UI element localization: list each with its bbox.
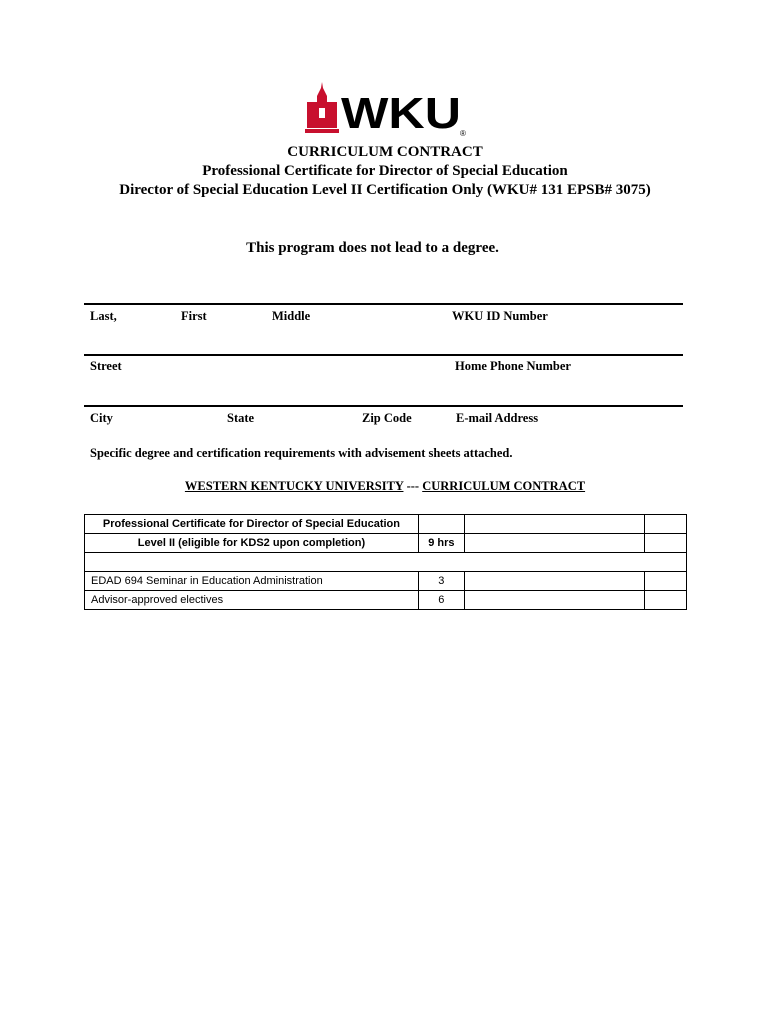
table-row — [85, 572, 687, 591]
contract-title — [0, 479, 770, 494]
course-name: Advisor-approved electives — [85, 591, 419, 610]
field-last-name[interactable]: Last, — [90, 309, 117, 323]
form-rule-3 — [84, 405, 683, 407]
table-row — [85, 591, 687, 610]
course-name: EDAD 694 Seminar in Education Administration — [85, 572, 419, 591]
curriculum-table — [84, 514, 687, 610]
course-hours: 6 — [418, 591, 464, 610]
form-rule-1 — [84, 303, 683, 305]
field-wku-id[interactable]: WKU ID Number — [452, 309, 548, 323]
field-city[interactable]: City — [90, 411, 113, 425]
logo-text: WKU — [341, 89, 461, 138]
table-cell — [464, 534, 644, 553]
table-heading-line1: Professional Certificate for Director of Special Education — [85, 515, 419, 534]
document-subtitle-2: Director of Special Education Level II Certification Only (WKU# 131 EPSB# 3075) — [119, 182, 651, 198]
table-heading-line2: Level II (eligible for KDS2 upon completion) — [85, 534, 419, 553]
field-first-name[interactable]: First — [181, 309, 207, 323]
course-hours: 3 — [418, 572, 464, 591]
document-subtitle: Professional Certificate for Director of Special Education — [202, 163, 568, 179]
table-heading-row — [85, 534, 687, 553]
contract-title-left: WESTERN KENTUCKY UNIVERSITY — [184, 479, 404, 493]
table-cell — [418, 515, 464, 534]
field-zip[interactable]: Zip Code — [362, 411, 412, 425]
table-cell — [645, 572, 687, 591]
table-cell — [464, 515, 644, 534]
table-spacer-row — [85, 553, 687, 572]
table-cell — [645, 591, 687, 610]
table-total-hours: 9 hrs — [418, 534, 464, 553]
table-cell — [645, 534, 687, 553]
contract-title-right: CURRICULUM CONTRACT — [422, 479, 586, 493]
table-cell — [85, 553, 687, 572]
table-heading-row — [85, 515, 687, 534]
field-home-phone[interactable]: Home Phone Number — [455, 359, 571, 373]
program-notice: This program does not lead to a degree. — [246, 240, 499, 256]
requirements-note: Specific degree and certification requirements with advisement sheets attached. — [90, 446, 513, 460]
registered-mark: ® — [460, 129, 466, 138]
table-cell — [464, 572, 644, 591]
table-cell — [464, 591, 644, 610]
wku-logo — [303, 82, 468, 138]
wku-logo-graphic — [303, 82, 468, 138]
document-title: CURRICULUM CONTRACT — [287, 144, 483, 160]
field-email[interactable]: E-mail Address — [456, 411, 539, 425]
field-street[interactable]: Street — [90, 359, 122, 373]
field-state[interactable]: State — [227, 411, 255, 425]
field-middle-name[interactable]: Middle — [272, 309, 311, 323]
form-rule-2 — [84, 354, 683, 356]
contract-title-separator: --- — [406, 479, 420, 493]
table-cell — [645, 515, 687, 534]
